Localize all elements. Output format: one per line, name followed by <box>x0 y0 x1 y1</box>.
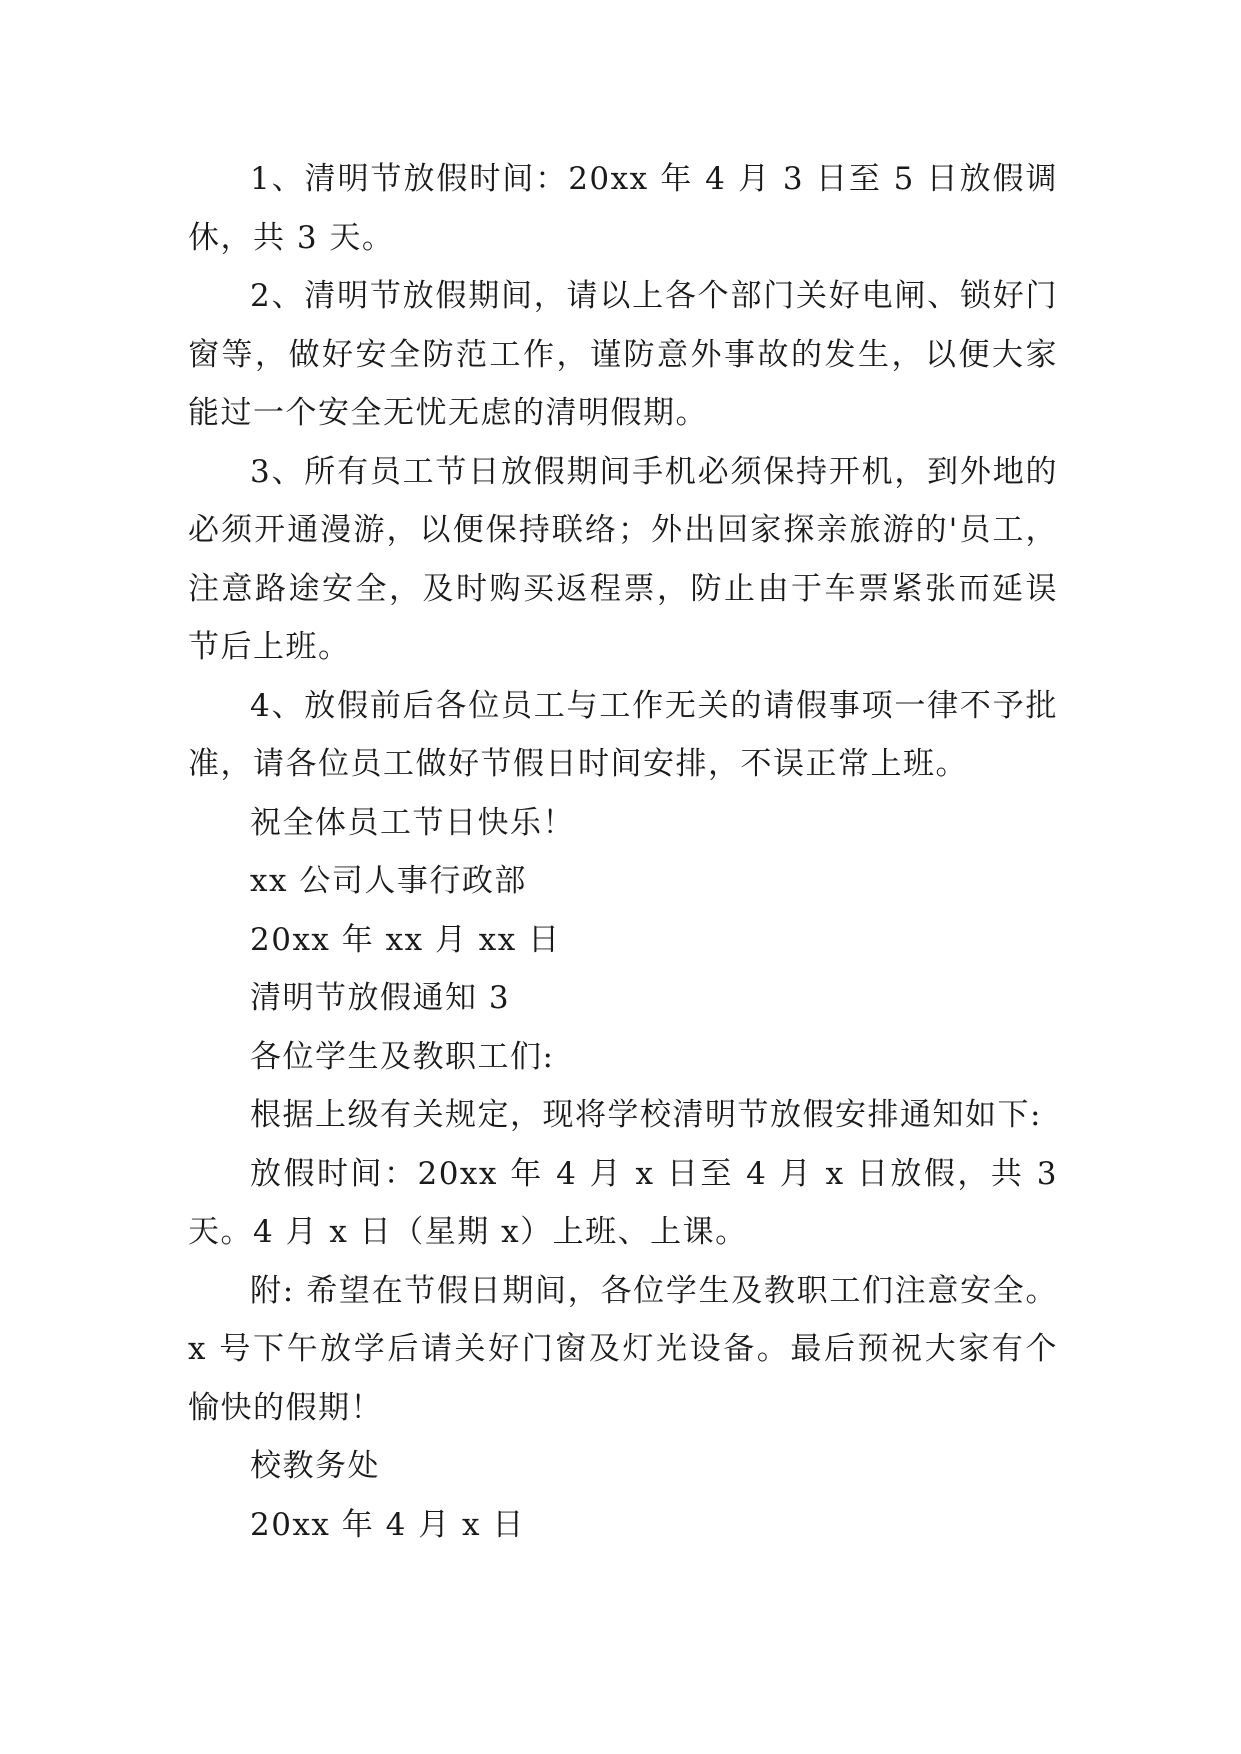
salutation: 各位学生及教职工们: <box>250 1038 555 1075</box>
paragraph-leave-policy: 4、放假前后各位员工与工作无关的请假事项一律不予批准，请各位员工做好节假日时间安排，不误正常上班。 <box>188 687 1058 782</box>
document-body <box>188 150 1058 1554</box>
paragraph-intro: 根据上级有关规定，现将学校清明节放假安排通知如下: <box>250 1097 1042 1133</box>
paragraph-phone-travel: 3、所有员工节日放假期间手机必须保持开机，到外地的必须开通漫游，以便保持联络；外出回家探亲旅游的'员工，注意路途安全，及时购买返程票，防止由于车票紧张而延误节后上班。 <box>188 453 1058 665</box>
signature-department: xx 公司人事行政部 <box>250 863 527 899</box>
paragraph-holiday-time: 1、清明节放假时间：20xx 年 4 月 3 日至 5 日放假调休，共 3 天。 <box>188 161 1058 256</box>
section-title: 清明节放假通知 3 <box>250 980 511 1016</box>
paragraph-appendix: 附: 希望在节假日期间，各位学生及教职工们注意安全。x 号下午放学后请关好门窗及灯光设备。最后预祝大家有个愉快的假期！ <box>188 1272 1058 1426</box>
greeting: 祝全体员工节日快乐！ <box>250 804 575 841</box>
paragraph-schedule: 放假时间：20xx 年 4 月 x 日至 4 月 x 日放假，共 3 天。4 月 x 日（星期 x）上班、上课。 <box>188 1155 1058 1250</box>
signature-office: 校教务处 <box>250 1448 380 1484</box>
signature-date: 20xx 年 xx 月 xx 日 <box>250 921 561 958</box>
signature-office-date: 20xx 年 4 月 x 日 <box>250 1506 525 1543</box>
paragraph-safety-notice: 2、清明节放假期间，请以上各个部门关好电闸、锁好门窗等，做好安全防范工作，谨防意外事故的发生，以便大家能过一个安全无忧无虑的清明假期。 <box>188 278 1058 431</box>
